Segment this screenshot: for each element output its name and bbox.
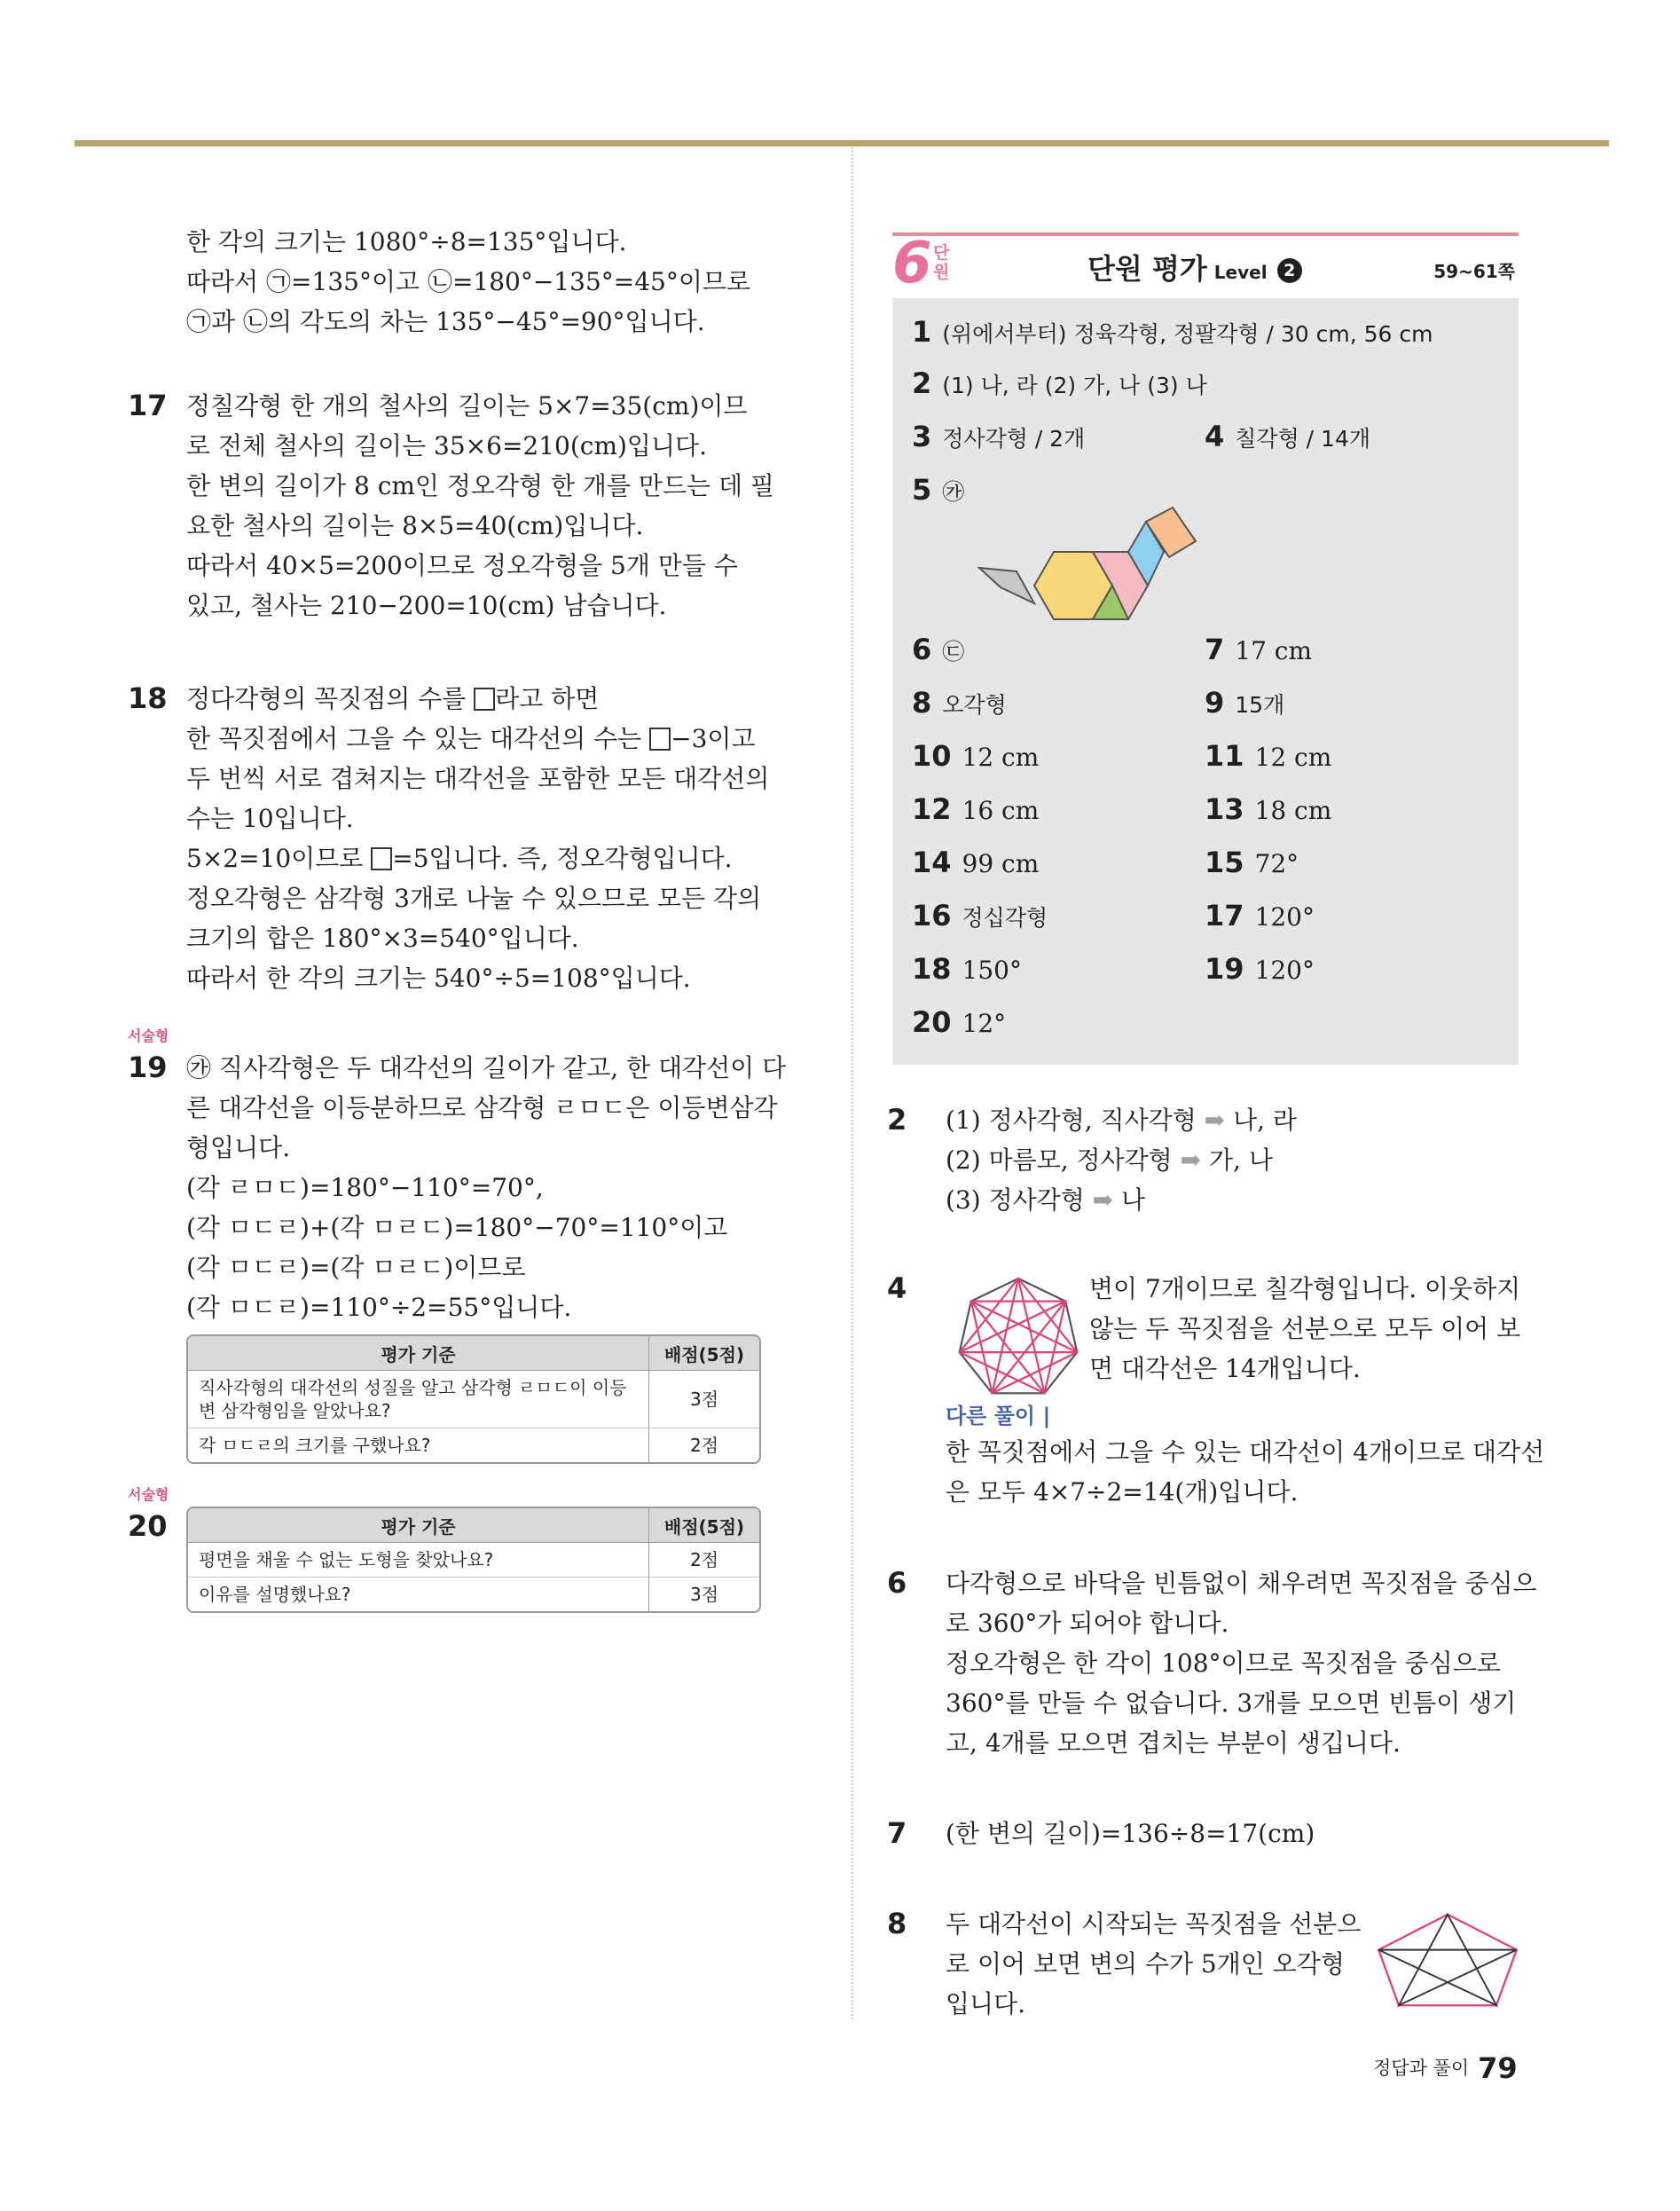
arrow-icon: ➡ [1204, 1106, 1226, 1135]
rhombus-gray-shape [979, 568, 1034, 603]
text-line: ㉠과 ㉡의 각도의 차는 135°−45°=90°입니다. [186, 307, 705, 336]
text-line: 360°를 만들 수 없습니다. 3개를 모으면 빈틈이 생기 [946, 1688, 1517, 1718]
text-line: 따라서 ㉠=135°이고 ㉡=180°−135°=45°이므로 [186, 267, 750, 296]
table-header: 배점(5점) [649, 1508, 759, 1543]
solution-text [946, 1814, 1315, 1853]
question-number: 19 [128, 1050, 168, 1084]
text-line: 변이 7개이므로 칠각형입니다. 이웃하지 [1089, 1274, 1521, 1303]
question-number: 6 [887, 1566, 907, 1600]
answer-text: 오각형 [942, 692, 1007, 718]
text-span: 한 꼭짓점에서 그을 수 있는 대각선의 수는 [186, 724, 650, 753]
text-line: 있고, 철사는 210−200=10(cm) 남습니다. [186, 591, 667, 620]
table-cell: 직사각형의 대각선의 성질을 알고 삼각형 ㄹㅁㄷ이 이등변 삼각형임을 알았나요? [188, 1371, 649, 1428]
solution-text [946, 1100, 1297, 1220]
blank-box [474, 688, 495, 711]
answer-7 [1205, 632, 1312, 669]
heptagon-outline-shape [960, 1279, 1078, 1393]
text-line: 정칠각형 한 개의 철사의 길이는 5×7=35(cm)이므 [186, 391, 748, 421]
answer-text: 정십각형 [962, 905, 1048, 931]
text-line: 한 꼭짓점에서 그을 수 있는 대각선이 4개이므로 대각선 [946, 1437, 1545, 1467]
answer-number: 7 [1205, 633, 1225, 666]
table-row [188, 1428, 759, 1462]
table-header: 평가 기준 [188, 1336, 649, 1371]
text-line: 면 대각선은 14개입니다. [1089, 1354, 1361, 1383]
solution-text [1089, 1269, 1520, 1389]
unit-number: 6 [892, 231, 932, 296]
text-line: 고, 4개를 모으면 겹치는 부분이 생깁니다. [946, 1728, 1401, 1758]
answer-number: 20 [912, 1005, 952, 1039]
table-header: 평가 기준 [188, 1508, 649, 1543]
answer-10 [912, 738, 1039, 775]
text-line: (각 ㅁㄷㄹ)=(각 ㅁㄹㄷ)이므로 [186, 1253, 526, 1282]
text-span: (1) 정사각형, 직사각형 [946, 1106, 1205, 1135]
text-line: 않는 두 꼭짓점을 선분으로 모두 이어 보 [1089, 1314, 1521, 1343]
answer-4 [1205, 419, 1370, 457]
question-number: 8 [887, 1907, 907, 1940]
text-line: 정오각형은 한 각이 108°이므로 꼭짓점을 중심으로 [946, 1648, 1501, 1678]
alternate-solution [946, 1400, 1544, 1512]
answer-text: 12° [962, 1009, 1007, 1038]
left-column [128, 222, 816, 1613]
answer-text: 150° [962, 956, 1022, 985]
unit-label: 단원 [933, 243, 950, 282]
answer-number: 5 [912, 473, 932, 507]
level-badge: 2 [1277, 258, 1302, 283]
answer-1 [912, 314, 1433, 352]
text-line [186, 679, 816, 719]
answer-12 [912, 791, 1039, 829]
solution-text [946, 1563, 1537, 1763]
answer-20 [912, 1004, 1006, 1042]
text-span: 5×2=10이므로 [186, 844, 372, 873]
table-cell: 평면을 채울 수 없는 도형을 찾았나요? [188, 1543, 649, 1578]
unit-test-answer-box [892, 232, 1519, 1065]
answer-number: 8 [912, 686, 932, 720]
text-line [946, 1140, 1297, 1180]
text-line: (각 ㅁㄷㄹ)=110°÷2=55°입니다. [186, 1293, 572, 1322]
answer-11 [1205, 738, 1331, 775]
text-line: 입니다. [946, 1989, 1026, 2018]
answer-13 [1205, 791, 1331, 829]
text-line: 따라서 40×5=200이므로 정오각형을 5개 만들 수 [186, 551, 738, 580]
grading-table-19 [186, 1334, 761, 1464]
text-line: 로 전체 철사의 길이는 35×6=210(cm)입니다. [186, 431, 707, 460]
answer-text: 칠각형 / 14개 [1235, 426, 1370, 452]
answer-14 [912, 845, 1039, 882]
table-header-row [188, 1508, 759, 1543]
text-line [186, 719, 816, 759]
answer-text: 18 cm [1254, 796, 1332, 825]
text-line: (한 변의 길이)=136÷8=17(cm) [946, 1819, 1315, 1848]
answer-15 [1205, 845, 1299, 882]
answer-number: 10 [912, 739, 952, 773]
answer-text: 16 cm [962, 796, 1040, 825]
solution-18 [128, 679, 816, 998]
answer-18 [912, 951, 1022, 988]
text-span: (2) 마름모, 정사각형 [946, 1145, 1181, 1175]
answer-text: (1) 나, 라 (2) 가, 나 (3) 나 [942, 373, 1207, 398]
answer-number: 3 [912, 420, 932, 453]
question-number: 7 [887, 1816, 907, 1850]
text-line: 수는 10입니다. [186, 804, 354, 833]
answer-number: 1 [912, 315, 932, 349]
table-row [188, 1371, 759, 1428]
answer-text: ㉢ [942, 639, 965, 665]
page-range: 59~61쪽 [1433, 261, 1515, 282]
text-span: (3) 정사각형 [946, 1185, 1093, 1215]
table-cell: 3점 [649, 1371, 759, 1428]
answer-text: 120° [1254, 956, 1315, 985]
question-number: 17 [128, 389, 168, 422]
blank-box [649, 728, 671, 751]
text-line: (각 ㅁㄷㄹ)+(각 ㅁㄹㄷ)=180°−70°=110°이고 [186, 1213, 728, 1242]
heptagon-diagonals-figure [947, 1272, 1089, 1405]
solution-19 [128, 1027, 816, 1464]
answer-text: 12 cm [1254, 743, 1332, 772]
answer-text: 15개 [1235, 692, 1285, 718]
answer-number: 6 [912, 633, 932, 666]
heptagram-long-diagonals-shape [960, 1279, 1078, 1393]
text-line [186, 838, 816, 878]
table-row [188, 1543, 759, 1578]
text-line: 로 이어 보면 변의 수가 5개인 오각형 [946, 1949, 1345, 1979]
table-header: 배점(5점) [649, 1336, 759, 1371]
answer-3 [912, 419, 1085, 457]
answer-text: ㉮ [942, 479, 965, 505]
text-line: 형입니다. [186, 1133, 291, 1162]
text-line: 두 번씩 서로 겹쳐지는 대각선을 포함한 모든 대각선의 [186, 764, 770, 793]
answer-5 [912, 472, 964, 510]
answer-number: 17 [1205, 899, 1244, 932]
text-line: 요한 철사의 길이는 8×5=40(cm)입니다. [186, 511, 644, 540]
answer-text: 99 cm [962, 849, 1040, 878]
question-number: 4 [887, 1271, 907, 1305]
answer-number: 15 [1205, 846, 1244, 879]
answer-number: 14 [912, 846, 952, 879]
grading-table-20 [186, 1507, 761, 1613]
solution-20 [128, 1486, 816, 1613]
text-span: 나, 라 [1225, 1106, 1297, 1135]
table-header-row [188, 1336, 759, 1371]
text-line: 따라서 한 각의 크기는 540°÷5=108°입니다. [186, 964, 691, 993]
answer-text: 120° [1254, 902, 1315, 932]
text-line [946, 1180, 1297, 1220]
text-line: ㉮ 직사각형은 두 대각선의 길이가 같고, 한 대각선이 다 [186, 1053, 787, 1082]
answer-19 [1205, 951, 1315, 988]
answer-9 [1205, 685, 1284, 723]
text-span: 가, 나 [1201, 1145, 1273, 1175]
title-text: 단원 평가 [1087, 252, 1207, 286]
column-divider [852, 147, 853, 2019]
answer-number: 18 [912, 952, 952, 986]
arrow-icon: ➡ [1180, 1145, 1202, 1175]
answer-number: 9 [1205, 686, 1225, 720]
question-number: 2 [887, 1103, 907, 1137]
table-cell: 3점 [689, 1584, 719, 1605]
page-footer [1373, 2051, 1518, 2085]
text-line: 른 대각선을 이등분하므로 삼각형 ㄹㅁㄷ은 이등변삼각 [186, 1093, 778, 1122]
header-rule [75, 140, 1609, 146]
text-span: 라고 하면 [495, 684, 600, 713]
text-span: 나 [1113, 1185, 1146, 1215]
answer-text: (위에서부터) 정육각형, 정팔각형 / 30 cm, 56 cm [942, 321, 1433, 347]
pentagram-diagonals-shape [1378, 1915, 1517, 2005]
answer-number: 16 [912, 899, 952, 932]
answer-text: 72° [1254, 849, 1299, 878]
answer-box-header [892, 232, 1519, 298]
pattern-block-figure [963, 472, 1229, 623]
solution-17 [128, 386, 816, 626]
text-line: 한 각의 크기는 1080°÷8=135°입니다. [186, 227, 627, 256]
answer-text: 17 cm [1235, 636, 1313, 665]
text-span: 정다각형의 꼭짓점의 수를 [186, 684, 475, 713]
table-cell: 2점 [649, 1543, 759, 1578]
answer-number: 19 [1205, 952, 1244, 986]
table-row [188, 1578, 759, 1611]
answer-number: 12 [912, 792, 952, 826]
answer-17 [1205, 898, 1315, 935]
answer-number: 4 [1205, 420, 1225, 453]
blank-box [371, 847, 392, 870]
text-line: 다각형으로 바닥을 빈틈없이 채우려면 꼭짓점을 중심으 [946, 1569, 1537, 1598]
answer-number: 13 [1205, 792, 1244, 826]
page-number: 79 [1478, 2051, 1518, 2085]
heptagram-short-diagonals-shape [960, 1279, 1078, 1393]
solution-text [946, 1904, 1361, 2024]
text-line: 한 변의 길이가 8 cm인 정오각형 한 개를 만드는 데 필 [186, 471, 774, 500]
pentagon-diagonals-figure [1371, 1911, 1524, 2009]
essay-tag: 서술형 [128, 1486, 169, 1503]
arrow-icon: ➡ [1092, 1185, 1114, 1215]
text-line: (각 ㄹㅁㄷ)=180°−110°=70°, [186, 1173, 544, 1202]
essay-tag: 서술형 [128, 1027, 169, 1044]
intro-solution [186, 222, 816, 342]
question-number: 18 [128, 681, 168, 715]
table-cell: 2점 [689, 1435, 719, 1456]
text-line: 크기의 합은 180°×3=540°입니다. [186, 924, 579, 953]
text-line [946, 1100, 1297, 1140]
answer-2 [912, 366, 1207, 404]
answer-6 [912, 632, 964, 670]
level-text: Level [1213, 262, 1268, 283]
answer-16 [912, 898, 1048, 936]
text-line: 정오각형은 삼각형 3개로 나눌 수 있으므로 모든 각의 [186, 884, 762, 913]
answer-box-title [1087, 247, 1302, 287]
answer-8 [912, 685, 1007, 723]
answer-number: 11 [1205, 739, 1244, 773]
answer-text: 12 cm [962, 743, 1040, 772]
answer-number: 2 [912, 366, 932, 400]
text-span: =5입니다. 즉, 정오각형입니다. [392, 844, 733, 873]
table-cell: 이유를 설명했나요? [188, 1578, 649, 1611]
text-line: 은 모두 4×7÷2=14(개)입니다. [946, 1477, 1299, 1507]
footer-label: 정답과 풀이 [1373, 2058, 1470, 2079]
question-number: 20 [128, 1509, 168, 1543]
text-span: −3이고 [671, 724, 756, 753]
table-cell: 각 ㅁㄷㄹ의 크기를 구했나요? [188, 1428, 649, 1462]
alternate-solution-label: 다른 풀이 | [946, 1404, 1051, 1428]
text-line: 로 360°가 되어야 합니다. [946, 1609, 1229, 1638]
answer-text: 정사각형 / 2개 [942, 426, 1086, 452]
text-line: 두 대각선이 시작되는 꼭짓점을 선분으 [946, 1909, 1362, 1939]
